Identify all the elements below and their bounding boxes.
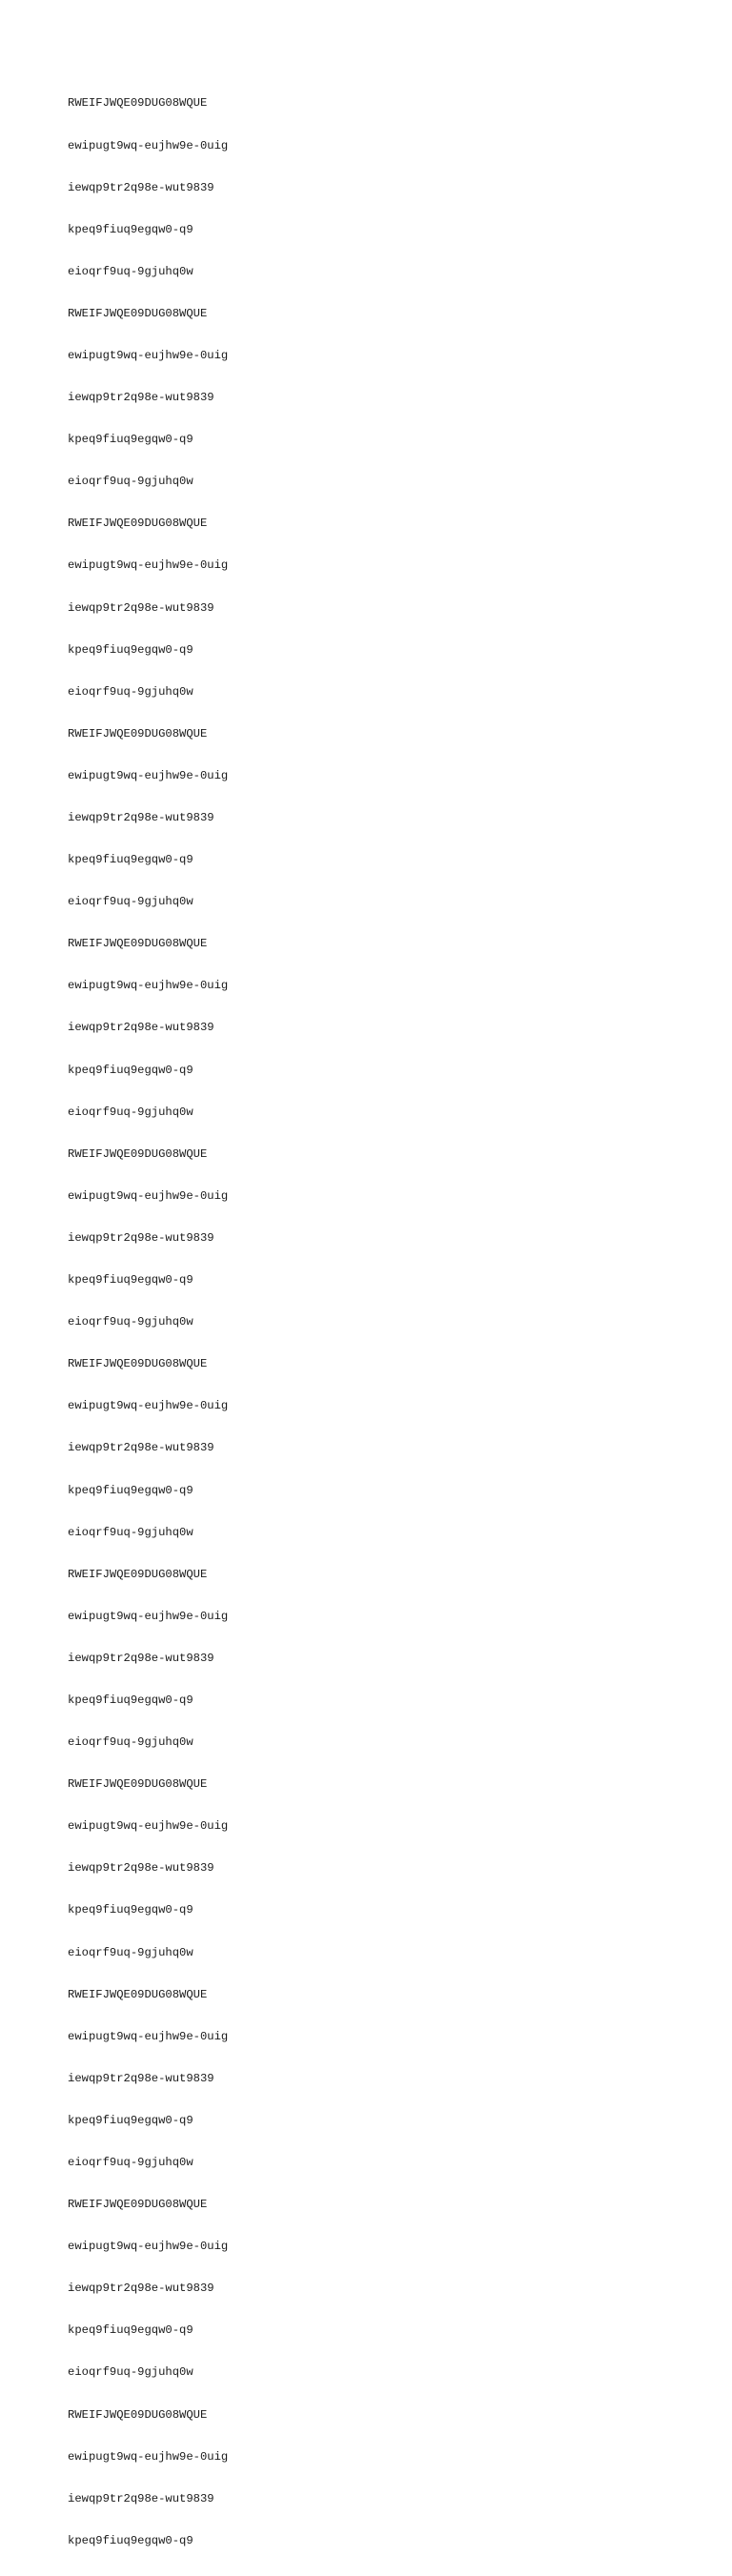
- text-line: RWEIFJWQE09DUG08WQUE: [68, 1357, 208, 1371]
- text-line: kpeq9fiuq9egqw0-q9: [68, 2323, 193, 2338]
- document-text: [68, 69, 228, 2576]
- text-line: eioqrf9uq-9gjuhq0w: [68, 1315, 193, 1329]
- text-line: kpeq9fiuq9egqw0-q9: [68, 433, 193, 447]
- text-line: iewqp9tr2q98e-wut9839: [68, 2282, 214, 2296]
- text-line: iewqp9tr2q98e-wut9839: [68, 391, 214, 405]
- text-line: eioqrf9uq-9gjuhq0w: [68, 2156, 193, 2169]
- text-line: kpeq9fiuq9egqw0-q9: [68, 1903, 193, 1917]
- text-line: iewqp9tr2q98e-wut9839: [68, 1651, 214, 1665]
- text-line: kpeq9fiuq9egqw0-q9: [68, 853, 193, 867]
- text-line: eioqrf9uq-9gjuhq0w: [68, 1735, 193, 1750]
- text-line: RWEIFJWQE09DUG08WQUE: [68, 1777, 208, 1792]
- text-line: kpeq9fiuq9egqw0-q9: [68, 2113, 193, 2127]
- text-line: eioqrf9uq-9gjuhq0w: [68, 895, 193, 909]
- text-line: iewqp9tr2q98e-wut9839: [68, 1230, 214, 1245]
- text-line: RWEIFJWQE09DUG08WQUE: [68, 306, 208, 320]
- text-line: iewqp9tr2q98e-wut9839: [68, 2491, 214, 2505]
- text-line: kpeq9fiuq9egqw0-q9: [68, 1273, 193, 1288]
- text-line: kpeq9fiuq9egqw0-q9: [68, 2533, 193, 2547]
- text-line: RWEIFJWQE09DUG08WQUE: [68, 1567, 208, 1581]
- text-line: RWEIFJWQE09DUG08WQUE: [68, 1987, 208, 2001]
- text-line: iewqp9tr2q98e-wut9839: [68, 1021, 214, 1035]
- text-line: eioqrf9uq-9gjuhq0w: [68, 1525, 193, 1539]
- text-line: kpeq9fiuq9egqw0-q9: [68, 1063, 193, 1077]
- text-line: ewipugt9wq-eujhw9e-0uig: [68, 768, 229, 782]
- text-line: kpeq9fiuq9egqw0-q9: [68, 1483, 193, 1497]
- text-line: ewipugt9wq-eujhw9e-0uig: [68, 1609, 229, 1623]
- text-line: RWEIFJWQE09DUG08WQUE: [68, 726, 208, 740]
- text-line: RWEIFJWQE09DUG08WQUE: [68, 96, 208, 111]
- text-line: RWEIFJWQE09DUG08WQUE: [68, 2407, 208, 2422]
- text-line: eioqrf9uq-9gjuhq0w: [68, 2365, 193, 2380]
- text-line: ewipugt9wq-eujhw9e-0uig: [68, 348, 229, 362]
- text-line: eioqrf9uq-9gjuhq0w: [68, 684, 193, 699]
- text-line: iewqp9tr2q98e-wut9839: [68, 180, 214, 194]
- text-line: eioqrf9uq-9gjuhq0w: [68, 1105, 193, 1119]
- text-line: kpeq9fiuq9egqw0-q9: [68, 642, 193, 657]
- text-line: eioqrf9uq-9gjuhq0w: [68, 475, 193, 489]
- text-line: ewipugt9wq-eujhw9e-0uig: [68, 1188, 229, 1203]
- text-line: ewipugt9wq-eujhw9e-0uig: [68, 558, 229, 573]
- text-line: ewipugt9wq-eujhw9e-0uig: [68, 1819, 229, 1834]
- text-line: ewipugt9wq-eujhw9e-0uig: [68, 979, 229, 993]
- text-line: ewipugt9wq-eujhw9e-0uig: [68, 2240, 229, 2254]
- text-line: iewqp9tr2q98e-wut9839: [68, 600, 214, 615]
- text-line: kpeq9fiuq9egqw0-q9: [68, 222, 193, 236]
- text-line: RWEIFJWQE09DUG08WQUE: [68, 2198, 208, 2212]
- text-line: ewipugt9wq-eujhw9e-0uig: [68, 2029, 229, 2043]
- text-line: iewqp9tr2q98e-wut9839: [68, 1861, 214, 1876]
- text-line: iewqp9tr2q98e-wut9839: [68, 1441, 214, 1455]
- text-line: eioqrf9uq-9gjuhq0w: [68, 264, 193, 278]
- text-line: RWEIFJWQE09DUG08WQUE: [68, 1146, 208, 1161]
- text-line: eioqrf9uq-9gjuhq0w: [68, 1945, 193, 1959]
- text-line: iewqp9tr2q98e-wut9839: [68, 811, 214, 824]
- text-line: ewipugt9wq-eujhw9e-0uig: [68, 138, 229, 152]
- text-line: RWEIFJWQE09DUG08WQUE: [68, 937, 208, 951]
- text-line: ewipugt9wq-eujhw9e-0uig: [68, 2449, 229, 2464]
- text-line: ewipugt9wq-eujhw9e-0uig: [68, 1399, 229, 1413]
- text-line: iewqp9tr2q98e-wut9839: [68, 2071, 214, 2085]
- text-line: RWEIFJWQE09DUG08WQUE: [68, 517, 208, 531]
- text-line: kpeq9fiuq9egqw0-q9: [68, 1693, 193, 1707]
